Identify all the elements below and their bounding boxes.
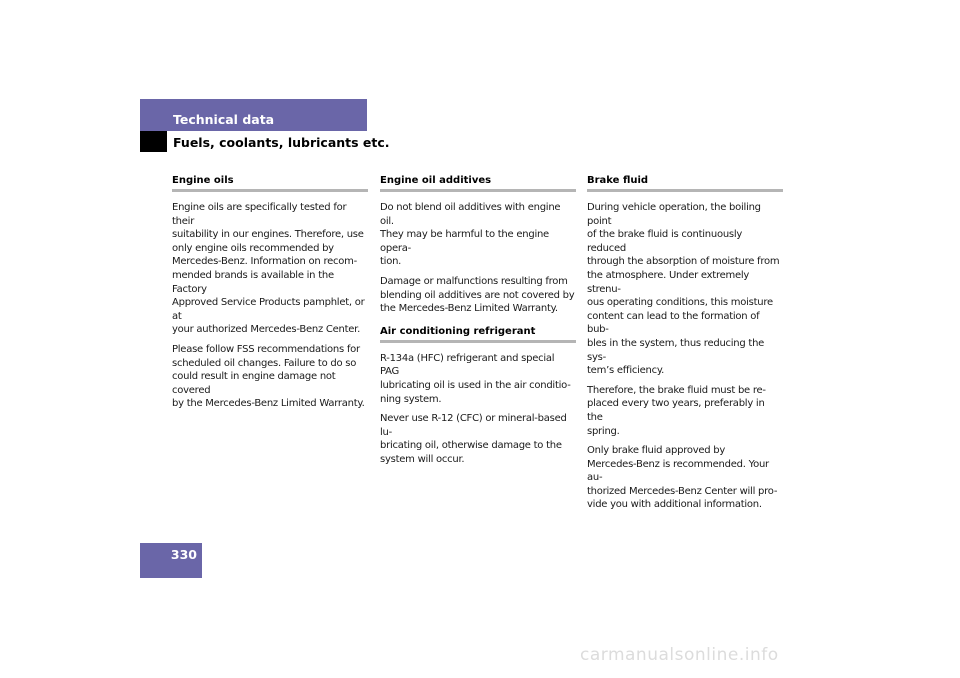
engine-oils-paragraph-1: Engine oils are specifically tested for their suitability in our engines. Therefore, use only engine oils recommended by Mercedes-Benz. Information on recom- mended brands is available in the Factory Approved Service Products pamphlet, or at your authorized Mercedes-Benz Center. bbox=[172, 202, 365, 336]
column-right bbox=[587, 174, 783, 518]
air-conditioning-refrigerant-paragraph-1: R-134a (HFC) refrigerant and special PAG lubricating oil is used in the air conditio- ning system. bbox=[380, 352, 571, 405]
brake-fluid-paragraph-2: Therefore, the brake fluid must be re- placed every two years, preferably in the spring. bbox=[587, 384, 766, 437]
heading-rule bbox=[380, 340, 576, 343]
engine-oil-additives-paragraph-1: Do not blend oil additives with engine oil. They may be harmful to the engine opera- tion. bbox=[380, 202, 561, 268]
page-number: 330 bbox=[170, 547, 197, 562]
page-number-box bbox=[140, 543, 202, 578]
heading-rule bbox=[172, 189, 368, 192]
header-marker bbox=[140, 131, 167, 152]
heading-rule bbox=[380, 189, 576, 192]
engine-oil-additives-paragraph-2: Damage or malfunctions resulting from blending oil additives are not covered by the Mercedes-Benz Limited Warranty. bbox=[380, 275, 575, 315]
brake-fluid-heading: Brake fluid bbox=[587, 175, 649, 186]
section-subtitle: Fuels, coolants, lubricants etc. bbox=[173, 135, 390, 150]
brake-fluid-paragraph-3: Only brake fluid approved by Mercedes-Benz is recommended. Your au- thorized Mercedes-Benz Center will pro- vide you with additional information. bbox=[587, 445, 778, 511]
brake-fluid-paragraph-1: During vehicle operation, the boiling point of the brake fluid is continuously reduced through the absorption of moisture from the atmosphere. Under extremely strenu- ous operating conditions, this moisture content can lead to the formation of bub- bles in the system, thus reducing the sys- tem’s efficiency. bbox=[587, 202, 780, 377]
heading-rule bbox=[587, 189, 783, 192]
watermark: carmanualsonline.info bbox=[580, 645, 779, 665]
engine-oils-heading: Engine oils bbox=[172, 175, 234, 186]
air-conditioning-refrigerant-heading: Air conditioning refrigerant bbox=[380, 325, 536, 337]
column-left bbox=[172, 174, 368, 417]
chapter-title: Technical data bbox=[173, 112, 275, 127]
engine-oil-additives-heading: Engine oil additives bbox=[380, 175, 492, 186]
engine-oils-paragraph-2: Please follow FSS recommendations for scheduled oil changes. Failure to do so could result in engine damage not covered by the Mercedes-Benz Limited Warranty. bbox=[172, 343, 365, 410]
column-middle bbox=[380, 174, 576, 473]
air-conditioning-refrigerant-paragraph-2: Never use R-12 (CFC) or mineral-based lu- bricating oil, otherwise damage to the system will occur. bbox=[380, 413, 567, 465]
